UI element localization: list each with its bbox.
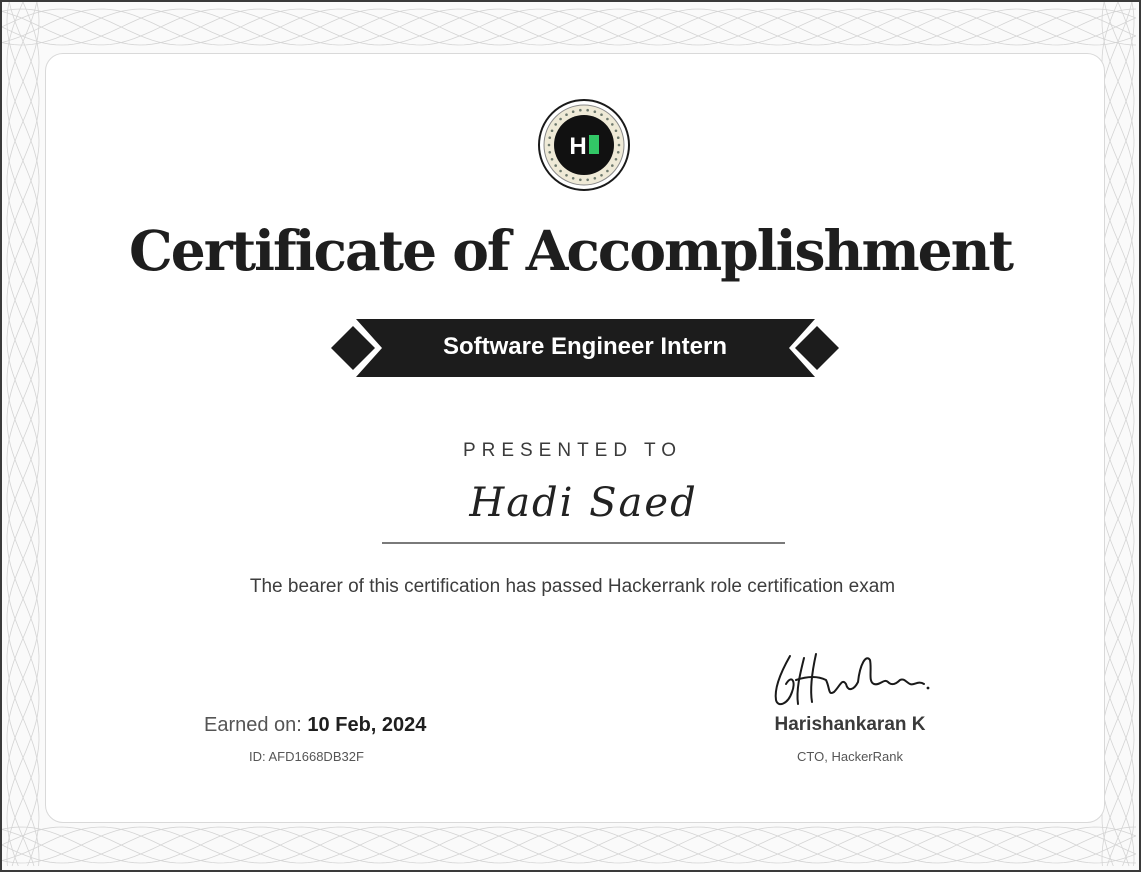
earned-on bbox=[204, 714, 426, 737]
id-value: AFD1668DB32F bbox=[268, 749, 364, 764]
id-label: ID: bbox=[249, 749, 269, 764]
role-title: Software Engineer Intern bbox=[442, 333, 728, 360]
hackerrank-seal-icon bbox=[537, 98, 631, 192]
presented-to-label: PRESENTED TO bbox=[462, 440, 683, 461]
certificate-description: The bearer of this certification has passed Hackerrank role certification exam bbox=[249, 576, 896, 597]
name-underline bbox=[382, 542, 785, 544]
earned-date: 10 Feb, 2024 bbox=[307, 714, 427, 736]
logo-letter: H bbox=[569, 133, 587, 160]
certificate-title: Certificate of Accomplishment bbox=[128, 218, 1013, 283]
recipient-name: Hadi Saed bbox=[469, 480, 698, 526]
signature-icon bbox=[768, 644, 933, 716]
signer-title: CTO, HackerRank bbox=[797, 749, 903, 764]
earned-label: Earned on: bbox=[204, 714, 308, 736]
certificate-id bbox=[249, 749, 364, 764]
signer-name: Harishankaran K bbox=[774, 714, 926, 735]
